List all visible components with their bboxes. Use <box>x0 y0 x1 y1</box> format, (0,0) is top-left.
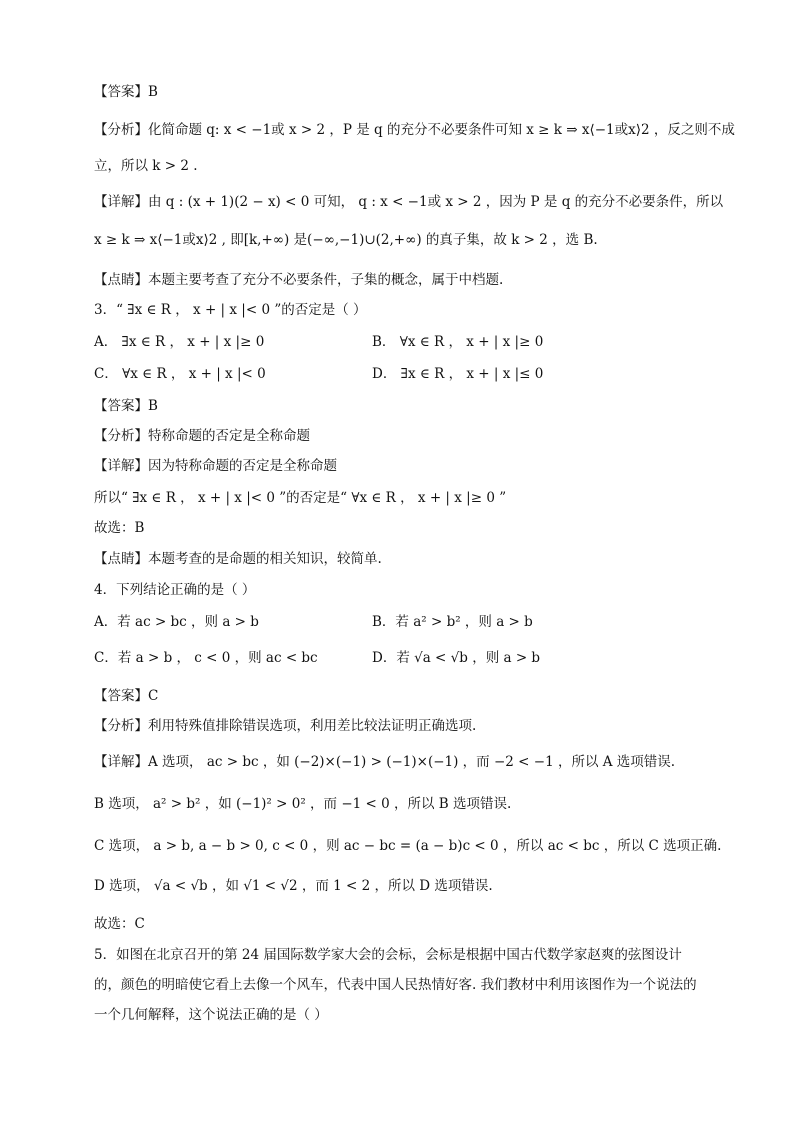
question-4-option-c: C．若 a > b ， c < 0 ，则 ac < bc <box>94 650 318 666</box>
detail-2-line1: 【详解】由 q : (x + 1)(2 − x) < 0 可知， q : x < −1或 x > 2 ，因为 P 是 q 的充分不必要条件，所以 <box>94 194 724 210</box>
selection-3: 故选：B <box>94 520 145 536</box>
detail-4-line4: D 选项， √a < √b ，如 √1 < √2 ，而 1 < 2 ，所以 D 选项错误. <box>94 878 493 894</box>
detail-4-line3: C 选项， a > b, a − b > 0, c < 0 ，则 ac − bc = (a − b)c < 0 ，所以 ac < bc ，所以 C 选项正确. <box>94 838 722 854</box>
detail-3-line1: 【详解】因为特称命题的否定是全称命题 <box>94 458 337 474</box>
question-4-option-b: B．若 a² > b² ，则 a > b <box>372 614 533 630</box>
answer-4: 【答案】C <box>94 688 159 704</box>
detail-4-line1: 【详解】A 选项， ac > bc ，如 (−2)×(−1) > (−1)×(−1) ，而 −2 < −1 ，所以 A 选项错误. <box>94 754 676 770</box>
question-4-option-a: A．若 ac > bc ，则 a > b <box>94 614 259 630</box>
question-5: 5．如图在北京召开的第 24 届国际数学家大会的会标，会标是根据中国古代数学家赵爽的弦图设计的，颜色的明暗使它看上去像一个风车，代表中国人民热情好客. 我们教材中利用该图作为一个说法的一个几何解释，这个说法正确的是（ ） <box>94 947 697 1023</box>
question-3-option-d: D． ∃x ∈ R ， x + | x |≤ 0 <box>372 366 544 382</box>
answer-3: 【答案】B <box>94 398 158 414</box>
detail-2-line2: x ≥ k ⇒ x⟨−1或x⟩2 , 即[k,+∞) 是(−∞,−1)∪(2,+∞) 的真子集，故 k > 2 ，选 B. <box>94 232 598 248</box>
analysis-3: 【分析】特称命题的否定是全称命题 <box>94 428 310 444</box>
question-3-option-a: A． ∃x ∈ R ， x + | x |≥ 0 <box>94 334 265 350</box>
detail-3-line2: 所以“ ∃x ∈ R ， x + | x |< 0 ”的否定是“ ∀x ∈ R ， x + | x |≥ 0 ” <box>94 490 507 506</box>
comment-2: 【点睛】本题主要考查了充分不必要条件，子集的概念，属于中档题. <box>94 272 504 288</box>
comment-3: 【点睛】本题考查的是命题的相关知识，较简单. <box>94 551 382 567</box>
question-4: 4．下列结论正确的是（ ） <box>94 582 256 598</box>
analysis-2-line1: 【分析】化简命题 q: x < −1或 x > 2 ，P 是 q 的充分不必要条件可知 x ≥ k ⇒ x⟨−1或x⟩2 ，反之则不成 <box>94 122 735 138</box>
question-4-option-d: D．若 √a < √b ，则 a > b <box>372 650 541 666</box>
detail-4-line2: B 选项， a² > b² ，如 (−1)² > 0² ，而 −1 < 0 ，所以 B 选项错误. <box>94 796 512 812</box>
selection-4: 故选：C <box>94 916 145 932</box>
answer-2: 【答案】B <box>94 84 158 100</box>
analysis-4: 【分析】利用特殊值排除错误选项，利用差比较法证明正确选项. <box>94 718 477 734</box>
question-3-option-b: B． ∀x ∈ R ， x + | x |≥ 0 <box>372 334 544 350</box>
question-3: 3．“ ∃x ∈ R ， x + | x |< 0 ”的否定是（ ） <box>94 302 367 318</box>
analysis-2-line2: 立，所以 k > 2 . <box>94 158 198 174</box>
question-3-option-c: C． ∀x ∈ R ， x + | x |< 0 <box>94 366 266 382</box>
